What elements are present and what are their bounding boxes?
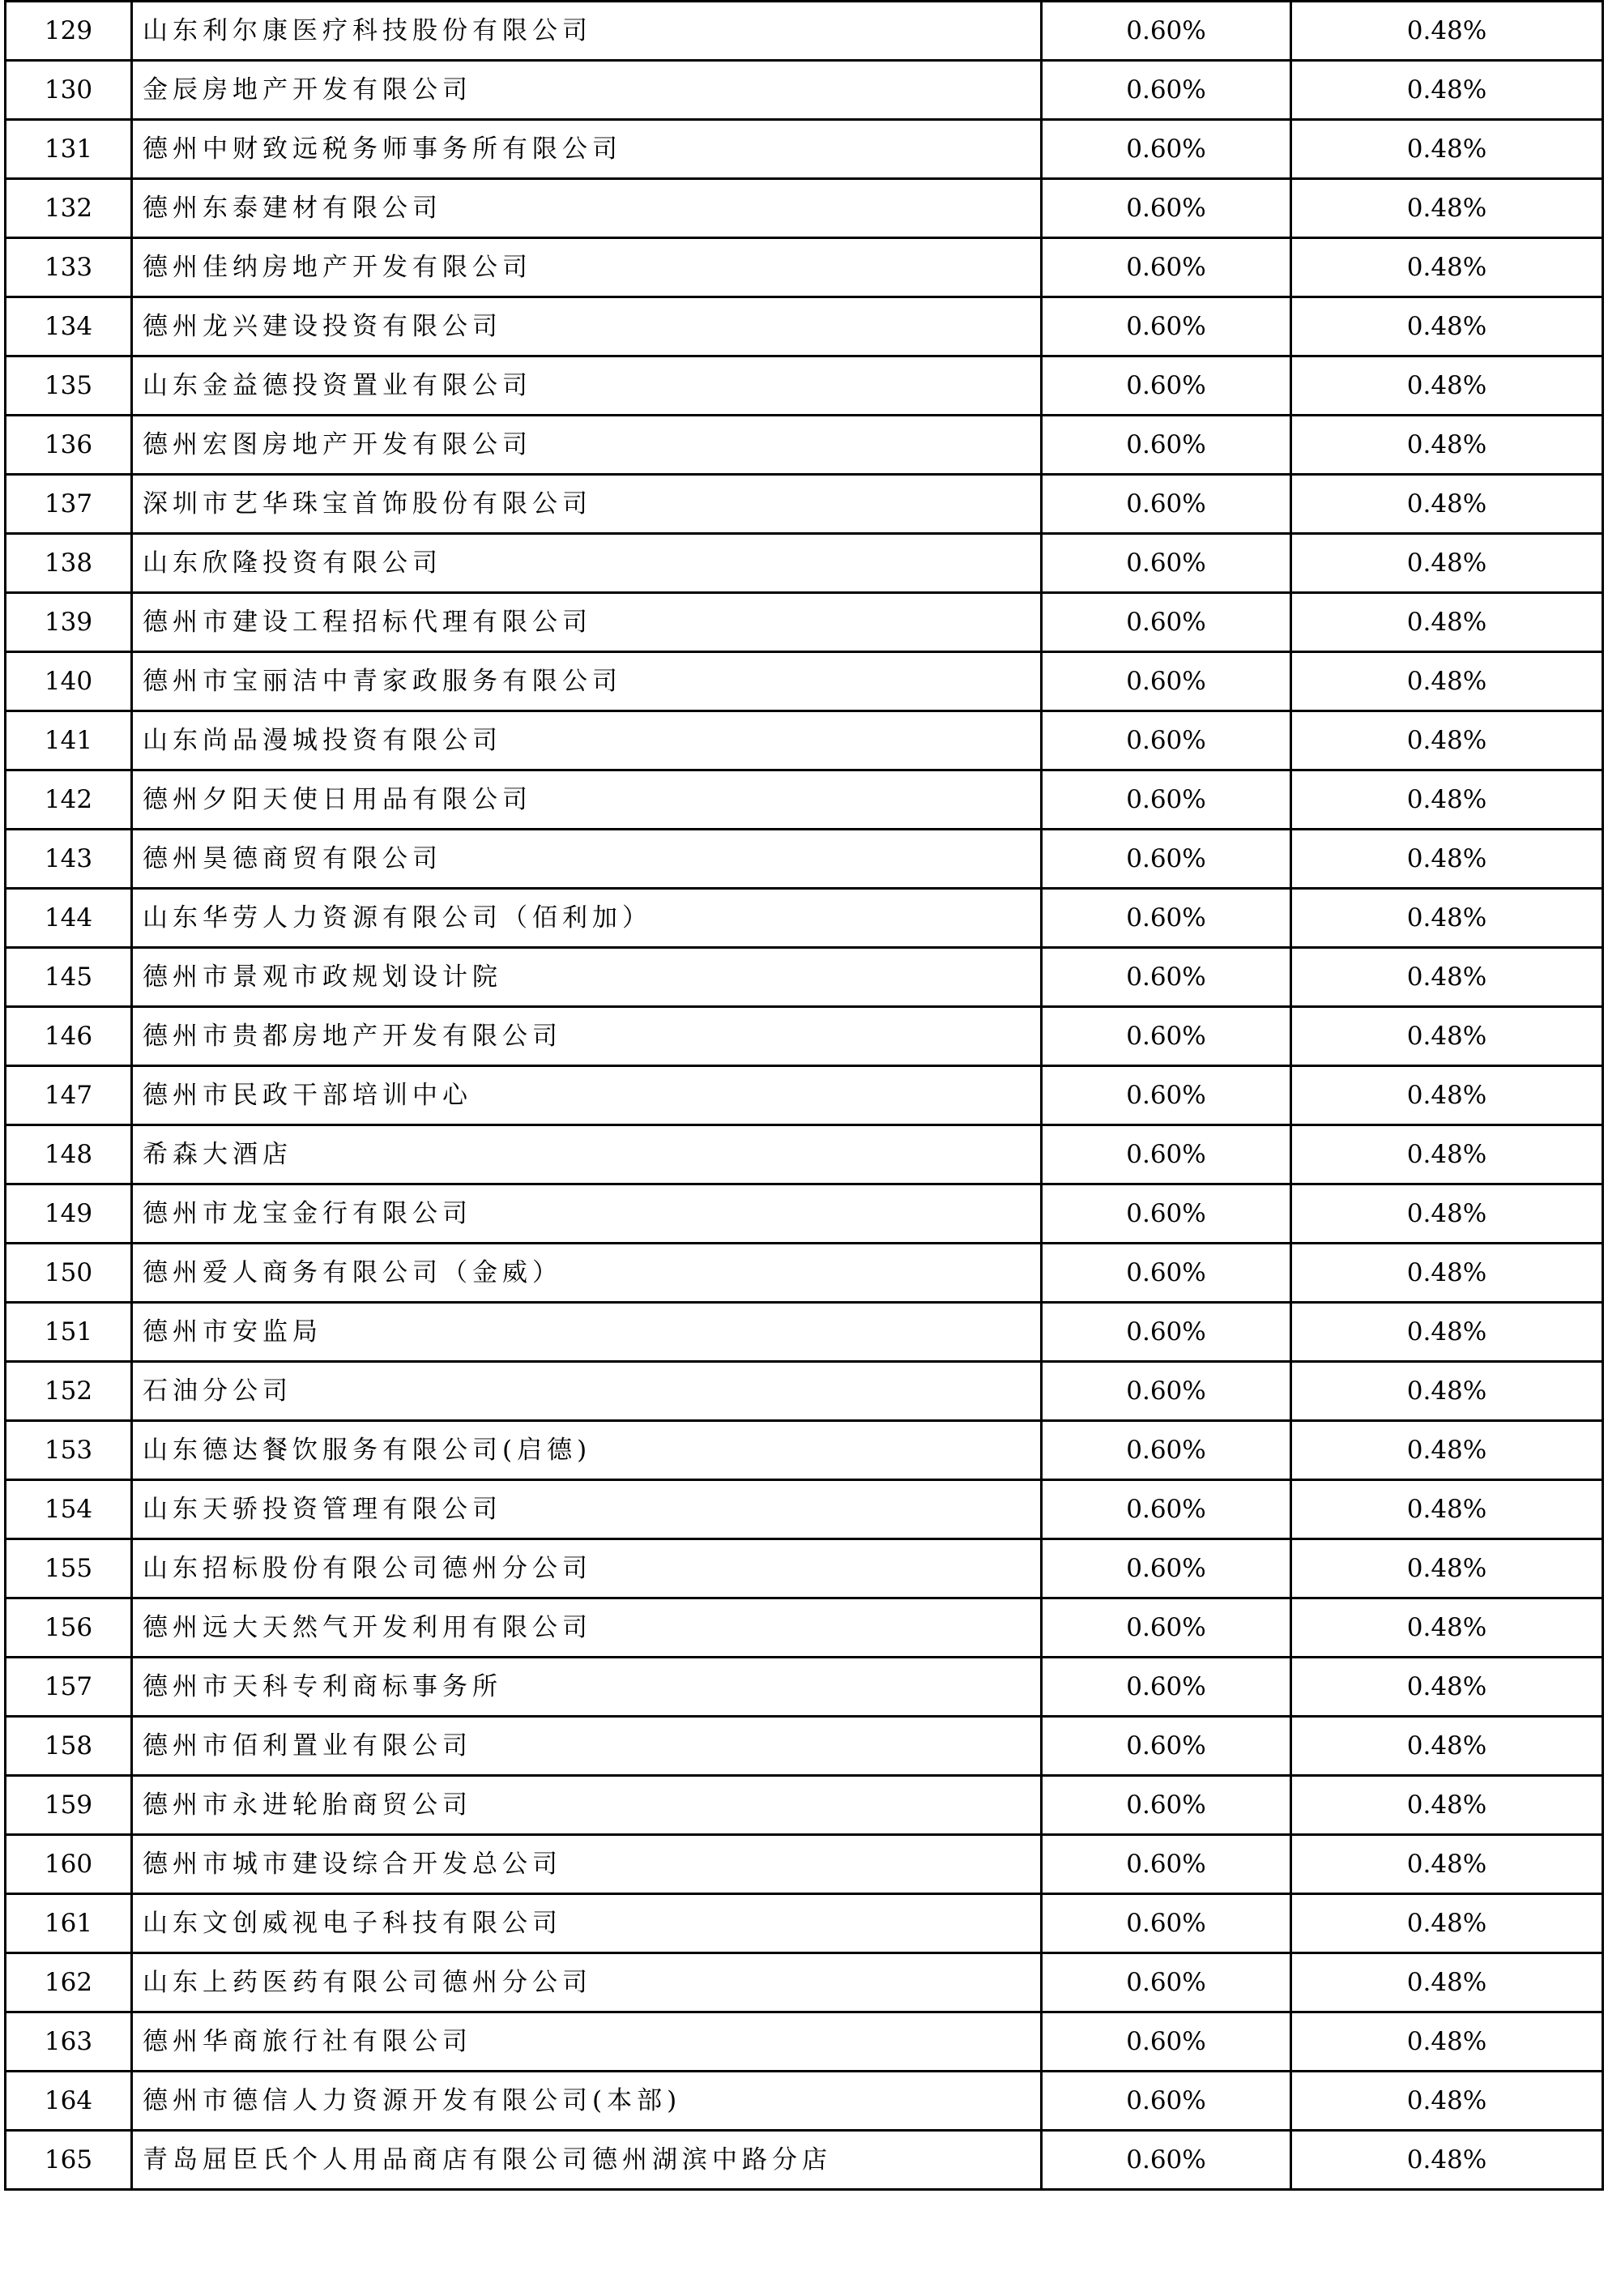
rate-b-cell: 0.48% [1291, 2012, 1603, 2072]
company-name-cell: 德州市天科专利商标事务所 [132, 1658, 1042, 1717]
company-name-cell: 德州市佰利置业有限公司 [132, 1717, 1042, 1776]
company-name-cell: 德州市宝丽洁中青家政服务有限公司 [132, 652, 1042, 711]
table-row [6, 1658, 1603, 1717]
rate-a-cell: 0.60% [1042, 297, 1291, 356]
rate-a-cell: 0.60% [1042, 356, 1291, 416]
row-number-cell: 142 [6, 770, 132, 830]
company-name-cell: 德州爱人商务有限公司（金威） [132, 1244, 1042, 1303]
rate-a-cell: 0.60% [1042, 1835, 1291, 1894]
table-row [6, 1362, 1603, 1421]
rate-a-cell: 0.60% [1042, 1244, 1291, 1303]
company-name-cell: 山东欣隆投资有限公司 [132, 534, 1042, 593]
company-name-cell: 青岛屈臣氏个人用品商店有限公司德州湖滨中路分店 [132, 2131, 1042, 2190]
rate-a-cell: 0.60% [1042, 1658, 1291, 1717]
table-row [6, 1421, 1603, 1480]
table-row [6, 1835, 1603, 1894]
company-name-cell: 德州市龙宝金行有限公司 [132, 1184, 1042, 1244]
table-row [6, 1717, 1603, 1776]
table-row [6, 1184, 1603, 1244]
company-name-cell: 德州佳纳房地产开发有限公司 [132, 238, 1042, 297]
rate-a-cell: 0.60% [1042, 1184, 1291, 1244]
company-name-cell: 德州龙兴建设投资有限公司 [132, 297, 1042, 356]
company-name-cell: 德州远大天然气开发利用有限公司 [132, 1598, 1042, 1658]
rate-a-cell: 0.60% [1042, 2131, 1291, 2190]
table-row [6, 297, 1603, 356]
rate-a-cell: 0.60% [1042, 534, 1291, 593]
row-number-cell: 161 [6, 1894, 132, 1953]
row-number-cell: 139 [6, 593, 132, 652]
table-row [6, 2131, 1603, 2190]
rate-b-cell: 0.48% [1291, 1539, 1603, 1598]
rate-a-cell: 0.60% [1042, 1776, 1291, 1835]
rate-a-cell: 0.60% [1042, 948, 1291, 1007]
row-number-cell: 151 [6, 1303, 132, 1362]
row-number-cell: 137 [6, 475, 132, 534]
rate-b-cell: 0.48% [1291, 2072, 1603, 2131]
row-number-cell: 149 [6, 1184, 132, 1244]
rate-b-cell: 0.48% [1291, 416, 1603, 475]
company-name-cell: 山东招标股份有限公司德州分公司 [132, 1539, 1042, 1598]
rate-a-cell: 0.60% [1042, 1717, 1291, 1776]
table-row [6, 948, 1603, 1007]
rate-a-cell: 0.60% [1042, 2012, 1291, 2072]
rate-b-cell: 0.48% [1291, 1598, 1603, 1658]
company-name-cell: 山东文创威视电子科技有限公司 [132, 1894, 1042, 1953]
rate-b-cell: 0.48% [1291, 1362, 1603, 1421]
rate-a-cell: 0.60% [1042, 2072, 1291, 2131]
row-number-cell: 155 [6, 1539, 132, 1598]
company-name-cell: 山东天骄投资管理有限公司 [132, 1480, 1042, 1539]
rate-b-cell: 0.48% [1291, 475, 1603, 534]
rate-a-cell: 0.60% [1042, 238, 1291, 297]
company-name-cell: 德州市建设工程招标代理有限公司 [132, 593, 1042, 652]
row-number-cell: 153 [6, 1421, 132, 1480]
table-row [6, 1539, 1603, 1598]
row-number-cell: 152 [6, 1362, 132, 1421]
row-number-cell: 135 [6, 356, 132, 416]
rate-a-cell: 0.60% [1042, 1480, 1291, 1539]
rate-a-cell: 0.60% [1042, 1894, 1291, 1953]
rate-a-cell: 0.60% [1042, 1539, 1291, 1598]
company-name-cell: 德州市安监局 [132, 1303, 1042, 1362]
row-number-cell: 143 [6, 830, 132, 889]
row-number-cell: 158 [6, 1717, 132, 1776]
row-number-cell: 154 [6, 1480, 132, 1539]
table-row [6, 1125, 1603, 1184]
rate-table-body [6, 2, 1603, 2190]
rate-b-cell: 0.48% [1291, 889, 1603, 948]
rate-a-cell: 0.60% [1042, 475, 1291, 534]
row-number-cell: 140 [6, 652, 132, 711]
table-row [6, 179, 1603, 238]
rate-b-cell: 0.48% [1291, 356, 1603, 416]
rate-a-cell: 0.60% [1042, 1953, 1291, 2012]
rate-b-cell: 0.48% [1291, 1421, 1603, 1480]
rate-a-cell: 0.60% [1042, 1125, 1291, 1184]
rate-a-cell: 0.60% [1042, 652, 1291, 711]
company-name-cell: 德州中财致远税务师事务所有限公司 [132, 120, 1042, 179]
rate-b-cell: 0.48% [1291, 830, 1603, 889]
rate-a-cell: 0.60% [1042, 711, 1291, 770]
rate-b-cell: 0.48% [1291, 2131, 1603, 2190]
row-number-cell: 147 [6, 1066, 132, 1125]
table-row [6, 61, 1603, 120]
rate-b-cell: 0.48% [1291, 593, 1603, 652]
table-row [6, 120, 1603, 179]
company-name-cell: 山东上药医药有限公司德州分公司 [132, 1953, 1042, 2012]
table-row [6, 1007, 1603, 1066]
table-row [6, 2, 1603, 61]
rate-b-cell: 0.48% [1291, 61, 1603, 120]
rate-b-cell: 0.48% [1291, 1658, 1603, 1717]
rate-a-cell: 0.60% [1042, 1007, 1291, 1066]
rate-b-cell: 0.48% [1291, 1835, 1603, 1894]
rate-b-cell: 0.48% [1291, 1066, 1603, 1125]
company-name-cell: 德州昊德商贸有限公司 [132, 830, 1042, 889]
table-row [6, 652, 1603, 711]
rate-b-cell: 0.48% [1291, 1184, 1603, 1244]
row-number-cell: 146 [6, 1007, 132, 1066]
company-name-cell: 德州东泰建材有限公司 [132, 179, 1042, 238]
table-row [6, 416, 1603, 475]
rate-b-cell: 0.48% [1291, 652, 1603, 711]
rate-b-cell: 0.48% [1291, 1303, 1603, 1362]
table-row [6, 889, 1603, 948]
table-row [6, 2072, 1603, 2131]
company-name-cell: 德州市永进轮胎商贸公司 [132, 1776, 1042, 1835]
company-name-cell: 山东德达餐饮服务有限公司(启德) [132, 1421, 1042, 1480]
company-name-cell: 德州市贵都房地产开发有限公司 [132, 1007, 1042, 1066]
company-name-cell: 石油分公司 [132, 1362, 1042, 1421]
row-number-cell: 134 [6, 297, 132, 356]
company-name-cell: 德州市德信人力资源开发有限公司(本部) [132, 2072, 1042, 2131]
rate-a-cell: 0.60% [1042, 1303, 1291, 1362]
row-number-cell: 129 [6, 2, 132, 61]
rate-b-cell: 0.48% [1291, 534, 1603, 593]
row-number-cell: 164 [6, 2072, 132, 2131]
company-name-cell: 德州宏图房地产开发有限公司 [132, 416, 1042, 475]
table-row [6, 534, 1603, 593]
table-row [6, 238, 1603, 297]
rate-b-cell: 0.48% [1291, 1717, 1603, 1776]
row-number-cell: 157 [6, 1658, 132, 1717]
company-name-cell: 德州市景观市政规划设计院 [132, 948, 1042, 1007]
row-number-cell: 159 [6, 1776, 132, 1835]
company-name-cell: 山东华劳人力资源有限公司（佰利加） [132, 889, 1042, 948]
table-row [6, 475, 1603, 534]
table-row [6, 1776, 1603, 1835]
rate-b-cell: 0.48% [1291, 1244, 1603, 1303]
rate-table [4, 0, 1604, 2191]
row-number-cell: 130 [6, 61, 132, 120]
rate-b-cell: 0.48% [1291, 1125, 1603, 1184]
rate-a-cell: 0.60% [1042, 1066, 1291, 1125]
row-number-cell: 163 [6, 2012, 132, 2072]
company-name-cell: 金辰房地产开发有限公司 [132, 61, 1042, 120]
rate-a-cell: 0.60% [1042, 889, 1291, 948]
company-name-cell: 深圳市艺华珠宝首饰股份有限公司 [132, 475, 1042, 534]
rate-a-cell: 0.60% [1042, 179, 1291, 238]
row-number-cell: 131 [6, 120, 132, 179]
row-number-cell: 162 [6, 1953, 132, 2012]
row-number-cell: 133 [6, 238, 132, 297]
row-number-cell: 136 [6, 416, 132, 475]
rate-b-cell: 0.48% [1291, 179, 1603, 238]
company-name-cell: 希森大酒店 [132, 1125, 1042, 1184]
rate-a-cell: 0.60% [1042, 593, 1291, 652]
row-number-cell: 165 [6, 2131, 132, 2190]
rate-a-cell: 0.60% [1042, 770, 1291, 830]
rate-b-cell: 0.48% [1291, 711, 1603, 770]
rate-b-cell: 0.48% [1291, 2, 1603, 61]
rate-b-cell: 0.48% [1291, 1953, 1603, 2012]
rate-a-cell: 0.60% [1042, 120, 1291, 179]
row-number-cell: 141 [6, 711, 132, 770]
rate-b-cell: 0.48% [1291, 770, 1603, 830]
row-number-cell: 138 [6, 534, 132, 593]
row-number-cell: 148 [6, 1125, 132, 1184]
rate-a-cell: 0.60% [1042, 1362, 1291, 1421]
company-name-cell: 德州华商旅行社有限公司 [132, 2012, 1042, 2072]
table-row [6, 1303, 1603, 1362]
table-row [6, 1244, 1603, 1303]
company-name-cell: 山东利尔康医疗科技股份有限公司 [132, 2, 1042, 61]
table-row [6, 1066, 1603, 1125]
row-number-cell: 150 [6, 1244, 132, 1303]
rate-b-cell: 0.48% [1291, 1776, 1603, 1835]
table-row [6, 770, 1603, 830]
row-number-cell: 156 [6, 1598, 132, 1658]
company-name-cell: 德州市民政干部培训中心 [132, 1066, 1042, 1125]
table-row [6, 1894, 1603, 1953]
company-name-cell: 山东金益德投资置业有限公司 [132, 356, 1042, 416]
rate-a-cell: 0.60% [1042, 416, 1291, 475]
row-number-cell: 145 [6, 948, 132, 1007]
rate-b-cell: 0.48% [1291, 1480, 1603, 1539]
rate-a-cell: 0.60% [1042, 61, 1291, 120]
table-row [6, 2012, 1603, 2072]
rate-a-cell: 0.60% [1042, 2, 1291, 61]
company-name-cell: 德州夕阳天使日用品有限公司 [132, 770, 1042, 830]
rate-a-cell: 0.60% [1042, 1421, 1291, 1480]
row-number-cell: 132 [6, 179, 132, 238]
table-row [6, 830, 1603, 889]
company-name-cell: 德州市城市建设综合开发总公司 [132, 1835, 1042, 1894]
rate-b-cell: 0.48% [1291, 120, 1603, 179]
rate-b-cell: 0.48% [1291, 1007, 1603, 1066]
company-name-cell: 山东尚品漫城投资有限公司 [132, 711, 1042, 770]
table-row [6, 1598, 1603, 1658]
row-number-cell: 160 [6, 1835, 132, 1894]
table-row [6, 1953, 1603, 2012]
rate-a-cell: 0.60% [1042, 1598, 1291, 1658]
rate-b-cell: 0.48% [1291, 948, 1603, 1007]
rate-a-cell: 0.60% [1042, 830, 1291, 889]
rate-b-cell: 0.48% [1291, 238, 1603, 297]
table-row [6, 593, 1603, 652]
row-number-cell: 144 [6, 889, 132, 948]
rate-b-cell: 0.48% [1291, 297, 1603, 356]
table-row [6, 711, 1603, 770]
rate-b-cell: 0.48% [1291, 1894, 1603, 1953]
table-row [6, 356, 1603, 416]
table-row [6, 1480, 1603, 1539]
